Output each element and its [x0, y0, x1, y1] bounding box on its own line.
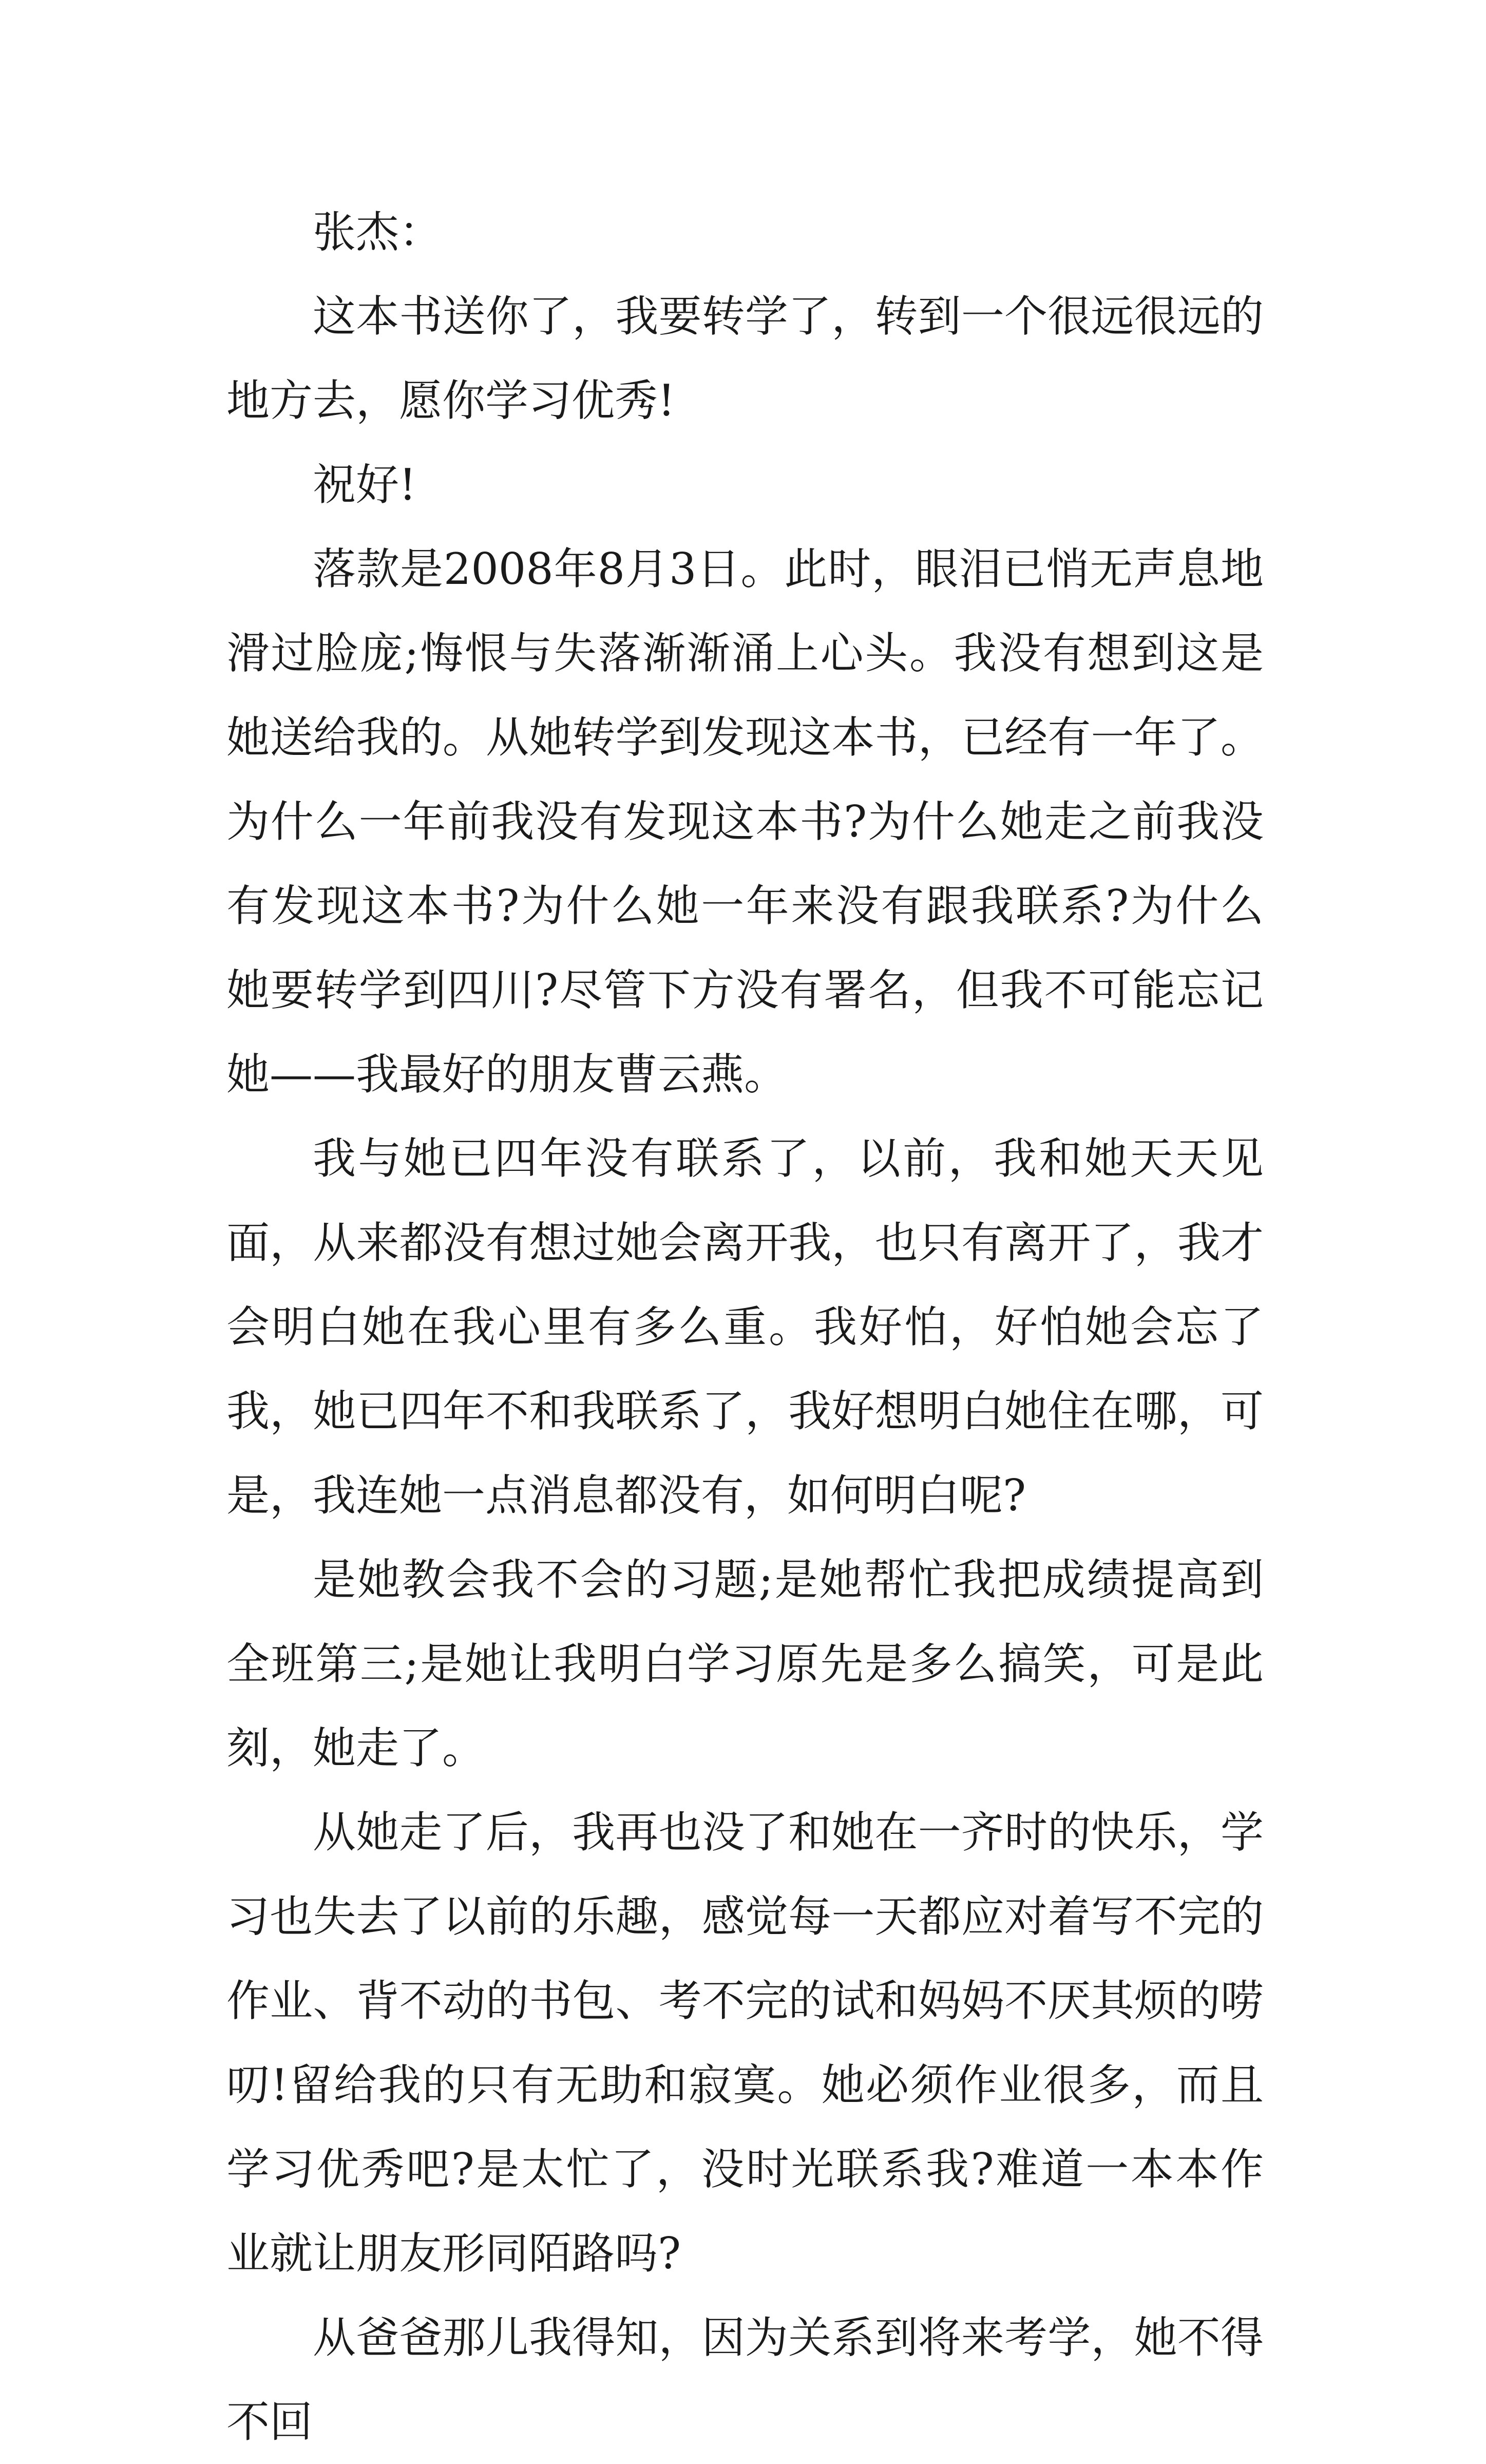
- body-paragraph: 我与她已四年没有联系了，以前，我和她天天见面，从来都没有想过她会离开我，也只有离开了，我才会明白她在我心里有多么重。我好怕，好怕她会忘了我，她已四年不和我联系了，我好想明白她住在哪，可是，我连她一点消息都没有，如何明白呢?: [226, 1133, 1264, 1521]
- body-paragraph: 从爸爸那儿我得知，因为关系到将来考学，她不得不回: [226, 2313, 1264, 2447]
- body-paragraph: 从她走了后，我再也没了和她在一齐时的快乐，学习也失去了以前的乐趣，感觉每一天都应对着写不完的作业、背不动的书包、考不完的试和妈妈不厌其烦的唠叨!留给我的只有无助和寂寞。她必须作业很多，而且学习优秀吧?是太忙了，没时光联系我?难道一本本作业就让朋友形同陌路吗?: [226, 1807, 1264, 2279]
- closing-greeting: 祝好!: [313, 460, 416, 510]
- salutation: 张杰：: [313, 207, 443, 257]
- document-body: [226, 190, 1264, 2464]
- body-paragraph: 落款是2008年8月3日。此时，眼泪已悄无声息地滑过脸庞;悔恨与失落渐渐涌上心头。我没有想到这是她送给我的。从她转学到发现这本书，已经有一年了。为什么一年前我没有发现这本书?为什么她走之前我没有发现这本书?为什么她一年来没有跟我联系?为什么她要转学到四川?尽管下方没有署名，但我不可能忘记她——我最好的朋友曹云燕。: [226, 544, 1264, 1100]
- body-paragraph: 是她教会我不会的习题;是她帮忙我把成绩提高到全班第三;是她让我明白学习原先是多么搞笑，可是此刻，她走了。: [226, 1555, 1264, 1773]
- note-body-paragraph: 这本书送你了，我要转学了，转到一个很远很远的地方去，愿你学习优秀!: [226, 291, 1264, 426]
